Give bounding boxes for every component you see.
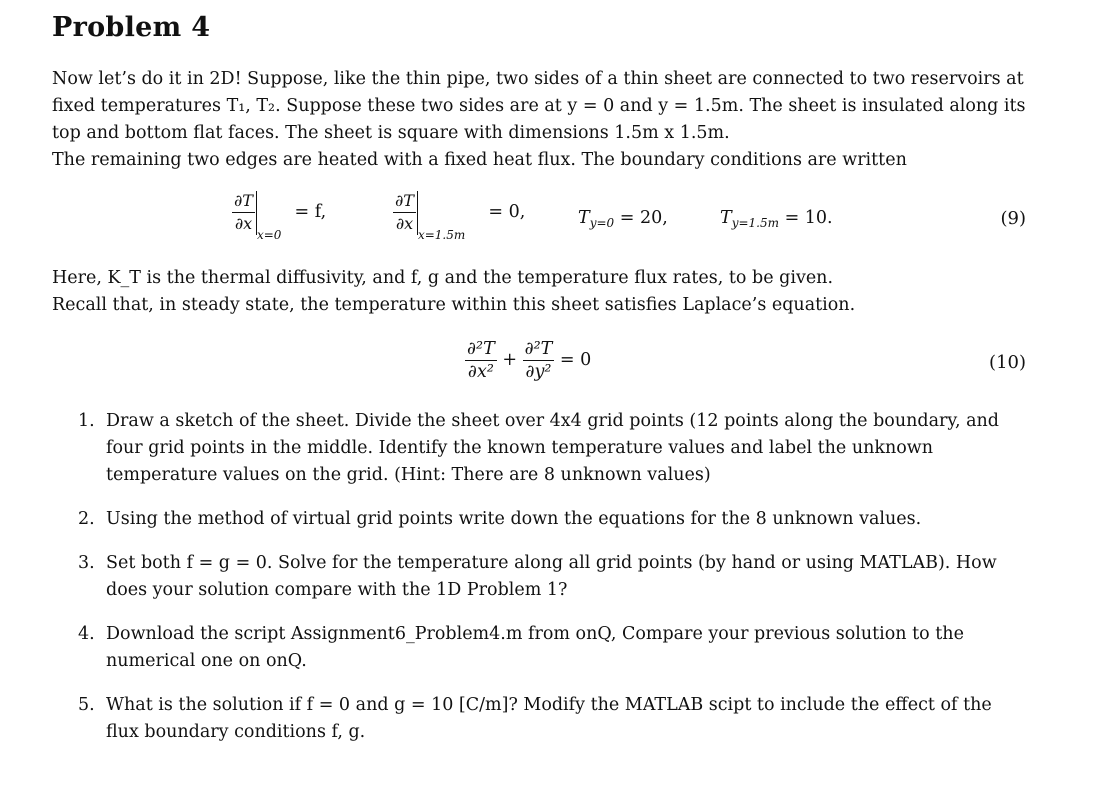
second-partial-x: $\frac{\text{∂²T}}{\text{∂x²}}$ <box>467 339 495 382</box>
plus-sign: + <box>502 350 517 370</box>
partial-fraction: $\frac{\partial T}{\partial x}$ <box>234 191 253 233</box>
equation-number: (9) <box>1000 208 1026 229</box>
bc3-var: T <box>578 208 590 228</box>
bc4-var: T <box>720 208 732 228</box>
bc4-subscript: y=1.5m <box>731 216 779 230</box>
second-partial-y: $\frac{\text{∂²T}}{\text{∂y²}}$ <box>524 339 553 382</box>
bc3-subscript: y=0 <box>589 216 615 230</box>
task-list <box>78 408 1028 763</box>
equation-rhs: = 0 <box>559 350 592 370</box>
intro-paragraph <box>52 66 1052 174</box>
bc4-rhs: = 10. <box>784 208 833 228</box>
bc2-subscript: x=1.5m <box>417 228 466 242</box>
page-title: Problem 4 <box>52 12 211 43</box>
list-item: 2. Using the method of virtual grid points write down the equations for the 8 unknown values. <box>78 509 922 529</box>
intro-line: Now let’s do it in 2D! Suppose, like the thin pipe, two sides of a thin sheet are connected to two reservoirs at fixed temperatures T₁, T₂. Suppose these two sides are at y = 0 and y = 1.5m. The sheet is insulated along its top and bottom flat faces. The sheet is square with dimensions 1.5m x 1.5m. <box>52 69 1026 143</box>
list-item: 4. Download the script Assignment6_Problem4.m from onQ, Compare your previous solution to the numerical one on onQ. <box>78 624 964 671</box>
list-item: 5. What is the solution if f = 0 and g = 10 [C/m]? Modify the MATLAB scipt to include the effect of the flux boundary conditions f, g. <box>78 695 992 742</box>
bc1-subscript: x=0 <box>256 228 282 242</box>
intro-line: The remaining two edges are heated with a fixed heat flux. The boundary conditions are written <box>52 150 907 170</box>
middle-line: Recall that, in steady state, the temperature within this sheet satisfies Laplace’s equation. <box>52 295 856 315</box>
middle-paragraph <box>52 265 1052 319</box>
equation-9 <box>0 190 1110 250</box>
list-item: 3. Set both f = g = 0. Solve for the temperature along all grid points (by hand or using MATLAB). How does your solution compare with the 1D Problem 1? <box>78 553 997 600</box>
equation-number: (10) <box>989 352 1026 373</box>
partial-fraction: $\frac{\partial T}{\partial x}$ <box>395 191 414 233</box>
equation-10 <box>0 338 1110 390</box>
list-item: 1. Draw a sketch of the sheet. Divide the sheet over 4x4 grid points (12 points along the boundary, and four grid points in the middle. Identify the known temperature values and label the unknown temperature values on the grid. (Hint: There are 8 unknown values) <box>78 411 999 485</box>
bc1-rhs: = f, <box>294 202 327 222</box>
middle-line: Here, K_T is the thermal diffusivity, and f, g and the temperature flux rates, to be given. <box>52 268 834 288</box>
bc2-rhs: = 0, <box>488 202 526 222</box>
bc3-rhs: = 20, <box>619 208 668 228</box>
